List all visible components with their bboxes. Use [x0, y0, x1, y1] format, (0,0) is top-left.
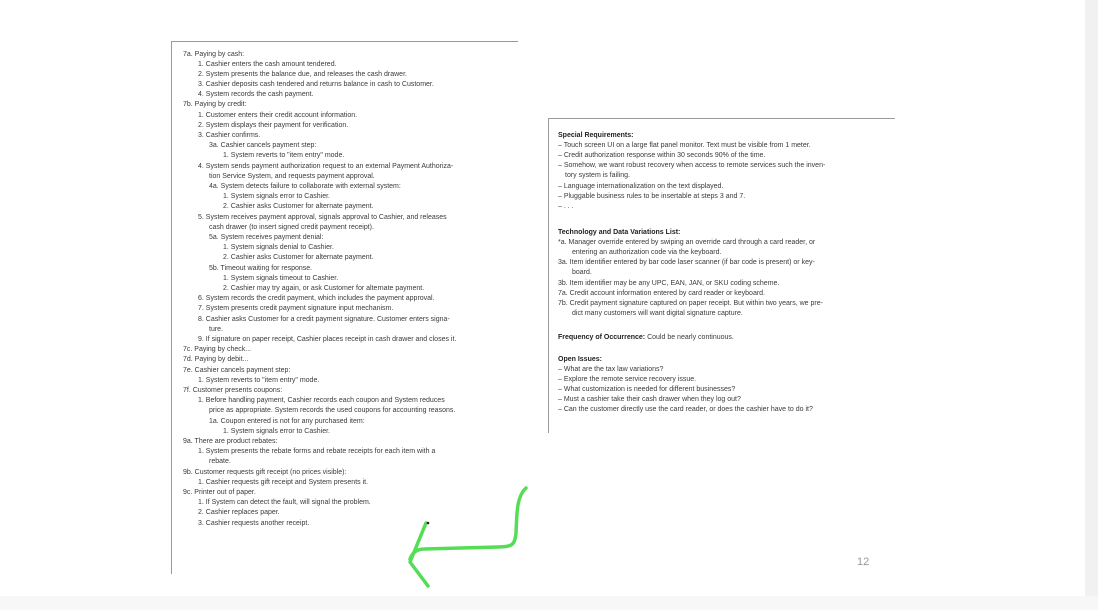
text-line: 9. If signature on paper receipt, Cashier places receipt in cash drawer and closes it. [198, 336, 457, 343]
text-line: 7c. Paying by check... [183, 346, 252, 353]
text-line: 7d. Paying by debit... [183, 356, 249, 363]
text-line: 1a. Coupon entered is not for any purchased item: [209, 418, 365, 425]
text-line: – . . . [558, 203, 574, 210]
text-line: 1. System signals error to Cashier. [223, 428, 330, 435]
text-line: – Credit authorization response within 30 seconds 90% of the time. [558, 152, 766, 159]
text-line: 1. System presents the rebate forms and rebate receipts for each item with a [198, 448, 436, 455]
text-line: 6. System records the credit payment, which includes the payment approval. [198, 295, 435, 302]
text-line: 1. System signals denial to Cashier. [223, 244, 334, 251]
text-line: 5b. Timeout waiting for response. [209, 265, 313, 272]
text-line: 2. System displays their payment for verification. [198, 122, 349, 129]
text-line: 3. Cashier requests another receipt. [198, 520, 310, 527]
text-line: cash drawer (to insert signed credit payment receipt). [209, 224, 374, 231]
frequency-line [558, 333, 734, 343]
text-line: – Somehow, we want robust recovery when access to remote services such the inven- [558, 162, 826, 169]
right-edge-strip [1085, 0, 1098, 610]
text-line: 5. System receives payment approval, signals approval to Cashier, and releases [198, 214, 447, 221]
text-line: – Pluggable business rules to be insertable at steps 3 and 7. [558, 193, 746, 200]
right-document-page [548, 118, 895, 433]
text-line: 4. System records the cash payment. [198, 91, 314, 98]
text-line: 3b. Item identifier may be any UPC, EAN, JAN, or SKU coding scheme. [558, 280, 780, 287]
text-line: 1. Before handling payment, Cashier records each coupon and System reduces [198, 397, 445, 404]
text-line: 7a. Paying by cash: [183, 51, 245, 58]
text-line: 8. Cashier asks Customer for a credit payment signature. Customer enters signa- [198, 316, 450, 323]
text-line: 5a. System receives payment denial: [209, 234, 324, 241]
text-line: 3. Cashier confirms. [198, 132, 261, 139]
text-line: 4. System sends payment authorization request to an external Payment Authoriza- [198, 163, 454, 170]
text-line: ture. [209, 326, 224, 333]
text-line: 7e. Cashier cancels payment step: [183, 367, 291, 374]
text-line: 2. Cashier asks Customer for alternate payment. [223, 254, 374, 261]
text-line: – What are the tax law variations? [558, 366, 664, 373]
special-requirements-heading: Special Requirements: [558, 132, 634, 139]
text-line: – Explore the remote service recovery issue. [558, 376, 697, 383]
text-line: 1. Customer enters their credit account information. [198, 112, 358, 119]
text-line: 1. Cashier requests gift receipt and System presents it. [198, 479, 369, 486]
text-line: 1. Cashier enters the cash amount tendered. [198, 61, 337, 68]
text-line: – What customization is needed for different businesses? [558, 386, 736, 393]
text-line: 3. Cashier deposits cash tendered and returns balance in cash to Customer. [198, 81, 434, 88]
text-line: 2. System presents the balance due, and releases the cash drawer. [198, 71, 407, 78]
text-line: 7b. Credit payment signature captured on paper receipt. But within two years, we pre- [558, 300, 823, 307]
text-line: 9a. There are product rebates: [183, 438, 278, 445]
text-line: 7b. Paying by credit: [183, 101, 247, 108]
open-issues-heading: Open Issues: [558, 356, 602, 363]
text-line: 2. Cashier replaces paper. [198, 509, 280, 516]
text-line: – Touch screen UI on a large flat panel monitor. Text must be visible from 1 meter. [558, 142, 811, 149]
page-number: 12 [857, 556, 870, 568]
frequency-text: Could be nearly continuous. [645, 334, 734, 341]
text-line: 7a. Credit account information entered by card reader or keyboard. [558, 290, 766, 297]
text-line: 7. System presents credit payment signature input mechanism. [198, 305, 394, 312]
text-line: tion Service System, and requests payment approval. [209, 173, 375, 180]
bottom-edge-strip [0, 596, 1098, 610]
text-line: *a. Manager override entered by swiping an override card through a card reader, or [558, 239, 816, 246]
text-line: 2. Cashier asks Customer for alternate payment. [223, 203, 374, 210]
text-line: 4a. System detects failure to collaborate with external system: [209, 183, 401, 190]
text-line: 1. If System can detect the fault, will signal the problem. [198, 499, 371, 506]
text-line: board. [572, 269, 592, 276]
text-line: – Language internationalization on the text displayed. [558, 183, 724, 190]
text-line: 7f. Customer presents coupons: [183, 387, 283, 394]
text-line: 1. System reverts to "item entry" mode. [223, 152, 345, 159]
text-line: dict many customers will want digital signature capture. [572, 310, 743, 317]
frequency-heading: Frequency of Occurrence: [558, 334, 646, 341]
text-line: rebate. [209, 458, 231, 465]
text-line: 2. Cashier may try again, or ask Customer for alternate payment. [223, 285, 425, 292]
text-line: 9b. Customer requests gift receipt (no prices visible): [183, 469, 347, 476]
text-line: price as appropriate. System records the used coupons for accounting reasons. [209, 407, 456, 414]
text-line: 9c. Printer out of paper. [183, 489, 256, 496]
text-line: entering an authorization code via the keyboard. [572, 249, 722, 256]
text-line: 1. System signals error to Cashier. [223, 193, 330, 200]
text-line: 3a. Item identifier entered by bar code laser scanner (if bar code is present) or key- [558, 259, 815, 266]
text-line: – Must a cashier take their cash drawer when they log out? [558, 396, 741, 403]
text-line: tory system is failing. [565, 172, 630, 179]
text-line: – Can the customer directly use the card reader, or does the cashier have to do it? [558, 406, 813, 413]
text-line: 3a. Cashier cancels payment step: [209, 142, 317, 149]
text-line: 1. System reverts to "item entry" mode. [198, 377, 320, 384]
text-line: 1. System signals timeout to Cashier. [223, 275, 339, 282]
technology-heading: Technology and Data Variations List: [558, 229, 681, 236]
arrow-annotation-icon [400, 485, 532, 590]
